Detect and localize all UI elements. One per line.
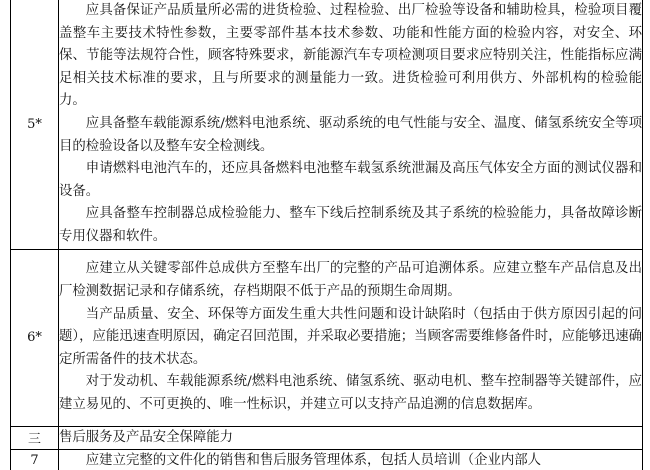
row-number-5: 5* (11, 0, 59, 249)
section-number: 三 (11, 426, 59, 449)
paragraph: 应具备整车载能源系统/燃料电池系统、驱动系统的电气性能与安全、温度、储氢系统安全等项目的检验设备以及整车安全检测线。 (59, 115, 642, 154)
row-content-5 (59, 0, 643, 249)
paragraph: 应具备整车控制器总成检验能力、整车下线后控制系统及其子系统的检验能力，具备故障诊断专用仪器和软件。 (59, 206, 642, 244)
table-row-7 (11, 449, 643, 470)
paragraph: 应具备保证产品质量所必需的进货检验、过程检验、出厂检验等设备和辅助检具，检验项目覆盖整车主要技术特性参数，主要零部件基本技术参数、功能和性能方面的检验内容，对安全、环保、节能等法规符合性，顾客特殊要求，新能源汽车专项检测项目要求应特别关注，性能指标应满足相关技术标准的要求，且与所要求的测量能力一致。进货检验可利用供方、外部机构的检验能力。 (59, 3, 642, 109)
row-number-6: 6* (11, 249, 59, 426)
section-heading-row (11, 426, 643, 449)
table-row-6 (11, 249, 643, 426)
paragraph: 申请燃料电池汽车的，还应具备燃料电池整车载氢系统泄漏及高压气体安全方面的测试仪器和设备。 (59, 161, 642, 199)
paragraph: 对于发动机、车载能源系统/燃料电池系统、储氢系统、驱动电机、整车控制器等关键部件，应建立易见的、不可更换的、唯一性标识，并建立可以支持产品追溯的信息数据库。 (59, 374, 642, 413)
section-title: 售后服务及产品安全保障能力 (59, 426, 643, 449)
row-content-6 (59, 249, 643, 426)
paragraph: 应建立完整的文件化的销售和售后服务管理体系，包括人员培训（企业内部人 (85, 452, 542, 468)
table-row-5 (11, 0, 643, 249)
paragraph: 应建立从关键零部件总成供方至整车出厂的完整的产品可追溯体系。应建立整车产品信息及出厂检测数据记录和存储系统，存档期限不低于产品的预期生命周期。 (59, 261, 642, 300)
row-number-7: 7 (11, 449, 59, 470)
paragraph: 当产品质量、安全、环保等方面发生重大共性问题和设计缺陷时（包括由于供方原因引起的问题），应能迅速查明原因，确定召回范围，并采取必要措施；当顾客需要维修备件时，应能够迅速确定所需备件的技术状态。 (59, 306, 642, 367)
row-content-7 (59, 449, 643, 470)
requirements-table (10, 0, 643, 470)
